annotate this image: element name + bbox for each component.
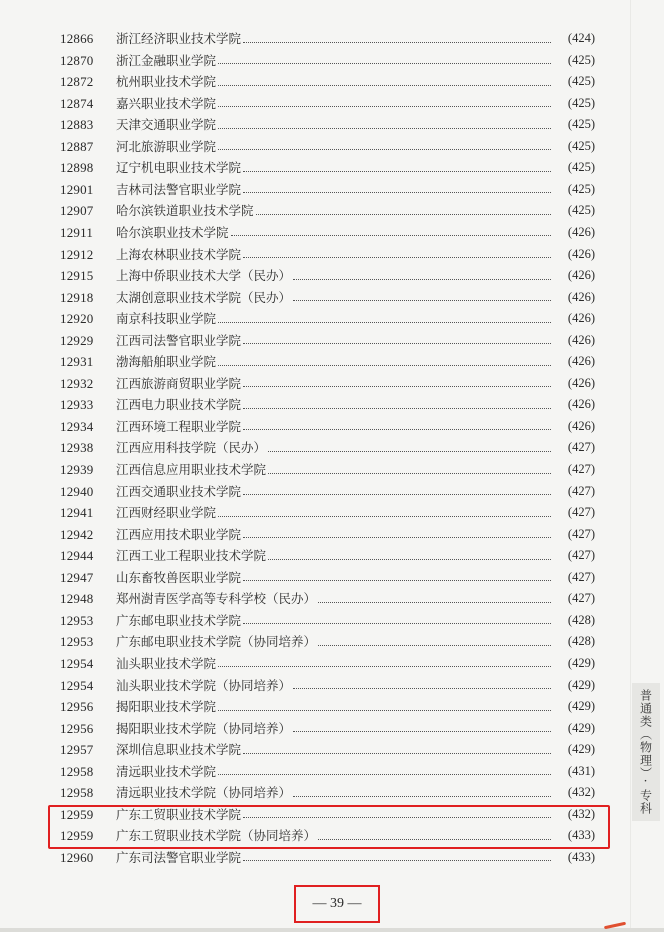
entry-line [116, 330, 595, 351]
school-code: 12942 [60, 526, 94, 542]
school-code: 12959 [60, 806, 94, 822]
school-name: 江西应用技术职业学院 [116, 526, 242, 542]
entry-line [116, 524, 595, 545]
school-code: 12866 [60, 31, 94, 46]
school-code: 12907 [60, 203, 94, 219]
min-score: (426) [567, 268, 595, 283]
school-name: 汕头职业技术学院（协同培养） [116, 677, 292, 693]
school-code: 12944 [60, 548, 94, 564]
school-name: 浙江经济职业技术学院 [116, 31, 242, 46]
school-name: 山东畜牧兽医职业学院 [116, 569, 242, 585]
list-item [0, 782, 664, 803]
entry-line [116, 28, 595, 49]
list-item [0, 373, 664, 394]
school-code: 12911 [60, 224, 94, 240]
school-name: 南京科技职业学院 [116, 311, 217, 327]
entry-line [116, 50, 595, 71]
min-score: (426) [567, 332, 595, 347]
entry-line [116, 351, 595, 372]
school-name: 江西信息应用职业技术学院 [116, 462, 267, 477]
school-name: 江西旅游商贸职业学院 [116, 375, 242, 391]
section-side-tab: 普通类（物理）·专科 [632, 683, 660, 821]
school-code: 12901 [60, 181, 94, 197]
list-item [0, 545, 664, 566]
school-name: 上海中侨职业技术大学（民办） [116, 268, 292, 284]
min-score: (427) [567, 462, 595, 476]
school-code: 12948 [60, 591, 94, 607]
dot-leader [218, 665, 551, 667]
min-score: (425) [567, 181, 595, 196]
list-item [0, 222, 664, 243]
list-item [0, 567, 664, 588]
min-score: (425) [567, 95, 595, 110]
min-score: (432) [567, 785, 595, 800]
list-item [0, 28, 664, 49]
school-code: 12953 [60, 634, 94, 650]
list-item [0, 524, 664, 545]
school-code: 12934 [60, 418, 94, 434]
min-score: (427) [567, 591, 595, 606]
school-code: 12957 [60, 742, 94, 758]
entry-line [116, 287, 595, 308]
min-score: (428) [567, 612, 595, 627]
school-code: 12920 [60, 311, 94, 327]
list-item [0, 287, 664, 308]
school-code: 12933 [60, 397, 94, 413]
entry-line [116, 782, 595, 803]
dot-leader [231, 234, 551, 236]
list-item [0, 610, 664, 631]
school-code: 12931 [60, 354, 94, 370]
min-score: (429) [567, 677, 595, 692]
list-item [0, 244, 664, 265]
entry-line [116, 71, 595, 92]
min-score: (427) [567, 505, 595, 520]
dot-leader [218, 709, 551, 711]
school-code: 12898 [60, 160, 94, 176]
dot-leader [218, 364, 551, 366]
school-code: 12883 [60, 117, 94, 133]
entry-line [116, 157, 595, 178]
school-code: 12870 [60, 52, 94, 68]
school-code: 12956 [60, 699, 94, 715]
school-code: 12958 [60, 785, 94, 801]
entry-line [116, 631, 595, 652]
list-item [0, 50, 664, 71]
min-score: (429) [567, 655, 595, 670]
school-name: 江西司法警官职业学院 [116, 332, 242, 348]
list-item [0, 308, 664, 329]
entry-line [116, 761, 595, 782]
min-score: (429) [567, 720, 595, 735]
dot-leader [243, 170, 551, 172]
dot-leader [268, 450, 551, 452]
dot-leader [243, 579, 551, 581]
school-code: 12960 [60, 849, 94, 865]
min-score: (426) [567, 397, 595, 412]
school-code: 12953 [60, 612, 94, 628]
list-item [0, 416, 664, 437]
school-name: 天津交通职业学院 [116, 117, 217, 133]
list-item [0, 200, 664, 221]
min-score: (433) [567, 828, 595, 843]
list-item [0, 330, 664, 351]
min-score: (427) [567, 483, 595, 498]
dot-leader [243, 342, 551, 344]
school-name: 哈尔滨职业技术学院 [116, 224, 229, 240]
school-code: 12918 [60, 289, 94, 305]
dot-leader [218, 321, 551, 323]
dot-leader [243, 256, 551, 258]
min-score: (425) [567, 160, 595, 175]
entry-line [116, 308, 595, 329]
min-score: (428) [567, 634, 595, 649]
school-code: 12958 [60, 763, 94, 779]
entry-line [116, 696, 595, 717]
school-code: 12929 [60, 332, 94, 348]
list-item [0, 394, 664, 415]
list-item [0, 718, 664, 739]
entry-line [116, 610, 595, 631]
dot-leader [243, 493, 551, 495]
school-code: 12956 [60, 720, 94, 736]
list-item [0, 136, 664, 157]
min-score: (429) [567, 699, 595, 714]
min-score: (426) [567, 246, 595, 261]
min-score: (431) [567, 763, 595, 778]
dot-leader [293, 278, 551, 280]
school-name: 辽宁机电职业技术学院 [116, 160, 242, 176]
page-bottom-edge [0, 928, 664, 932]
school-name: 清远职业技术学院（协同培养） [116, 785, 292, 801]
school-name: 哈尔滨铁道职业技术学院 [116, 203, 254, 219]
school-code: 12938 [60, 440, 94, 456]
school-name: 广东邮电职业技术学院（协同培养） [116, 634, 317, 650]
entry-line [116, 244, 595, 265]
dot-leader [218, 62, 551, 64]
entry-line [116, 675, 595, 696]
dot-leader [243, 622, 551, 624]
entry-line [116, 200, 595, 221]
list-item [0, 739, 664, 760]
entry-line [116, 394, 595, 415]
dot-leader [318, 644, 551, 646]
school-name: 渤海船舶职业学院 [116, 354, 217, 370]
entry-line [116, 114, 595, 135]
entry-line [116, 545, 595, 566]
min-score: (427) [567, 526, 595, 541]
school-code: 12912 [60, 246, 94, 262]
entry-line [116, 502, 595, 523]
school-name: 杭州职业技术学院 [116, 74, 217, 90]
entry-line [116, 481, 595, 502]
list-item [0, 71, 664, 92]
min-score: (433) [567, 849, 595, 864]
list-item [0, 459, 664, 480]
dot-leader [243, 385, 551, 387]
dot-leader [293, 687, 551, 689]
entry-line [116, 567, 595, 588]
entry-line [116, 136, 595, 157]
list-item [0, 631, 664, 652]
school-code: 12940 [60, 483, 94, 499]
min-score: (429) [567, 742, 595, 757]
school-code: 12939 [60, 462, 94, 477]
school-code: 12887 [60, 138, 94, 154]
school-name: 太湖创意职业技术学院（民办） [116, 289, 292, 305]
dot-leader [218, 105, 551, 107]
list-item [0, 675, 664, 696]
school-name: 嘉兴职业技术学院 [116, 95, 217, 111]
school-name: 浙江金融职业学院 [116, 52, 217, 68]
min-score: (427) [567, 440, 595, 455]
list-item [0, 761, 664, 782]
school-name: 河北旅游职业学院 [116, 138, 217, 154]
dot-leader [243, 859, 551, 861]
school-name: 上海农林职业技术学院 [116, 246, 242, 262]
dot-leader [218, 84, 551, 86]
list-item [0, 437, 664, 458]
entry-line [116, 265, 595, 286]
school-name: 江西电力职业技术学院 [116, 397, 242, 413]
school-code: 12954 [60, 677, 94, 693]
min-score: (426) [567, 289, 595, 304]
school-name: 江西应用科技学院（民办） [116, 440, 267, 456]
school-name: 广东工贸职业技术学院 [116, 806, 242, 822]
dot-leader [256, 213, 551, 215]
school-name: 深圳信息职业技术学院 [116, 742, 242, 758]
dot-leader [293, 730, 551, 732]
list-item [0, 93, 664, 114]
dot-leader [243, 407, 551, 409]
school-code: 12932 [60, 375, 94, 391]
entry-line [116, 739, 595, 760]
entry-line [116, 718, 595, 739]
school-code: 12959 [60, 828, 94, 844]
min-score: (425) [567, 52, 595, 67]
min-score: (426) [567, 311, 595, 326]
entry-line [116, 416, 595, 437]
dot-leader [243, 41, 551, 43]
school-name: 汕头职业技术学院 [116, 655, 217, 671]
school-code: 12941 [60, 505, 94, 521]
min-score: (425) [567, 117, 595, 132]
school-name: 郑州澍青医学高等专科学校（民办） [116, 591, 317, 607]
dot-leader [268, 558, 551, 560]
school-name: 江西工业工程职业技术学院 [116, 548, 267, 564]
entry-line [116, 437, 595, 458]
school-name: 揭阳职业技术学院（协同培养） [116, 720, 292, 736]
min-score: (427) [567, 569, 595, 584]
min-score: (427) [567, 548, 595, 563]
dot-leader [268, 472, 551, 474]
entry-line [116, 179, 595, 200]
dot-leader [243, 752, 551, 754]
entry-line [116, 653, 595, 674]
school-code: 12872 [60, 74, 94, 90]
dot-leader [318, 601, 551, 603]
school-code: 12915 [60, 268, 94, 284]
list-item [0, 179, 664, 200]
school-name: 江西财经职业学院 [116, 505, 217, 521]
dot-leader [243, 536, 551, 538]
min-score: (426) [567, 224, 595, 239]
school-name: 吉林司法警官职业学院 [116, 181, 242, 197]
dot-leader [293, 299, 551, 301]
school-name: 揭阳职业技术学院 [116, 699, 217, 715]
list-item [0, 265, 664, 286]
dot-leader [218, 148, 551, 150]
entry-line [116, 222, 595, 243]
dot-leader [218, 127, 551, 129]
school-code: 12947 [60, 569, 94, 585]
list-item [0, 157, 664, 178]
list-item [0, 351, 664, 372]
school-name: 江西环境工程职业学院 [116, 418, 242, 434]
school-name: 广东邮电职业技术学院 [116, 612, 242, 628]
min-score: (432) [567, 806, 595, 821]
entry-line [116, 459, 595, 480]
list-item [0, 847, 664, 868]
entry-line [116, 847, 595, 868]
dot-leader [218, 515, 551, 517]
list-item [0, 653, 664, 674]
list-item [0, 588, 664, 609]
school-code: 12954 [60, 655, 94, 671]
min-score: (424) [567, 31, 595, 45]
min-score: (426) [567, 418, 595, 433]
school-name: 广东工贸职业技术学院（协同培养） [116, 828, 317, 844]
min-score: (425) [567, 74, 595, 89]
school-name: 广东司法警官职业学院 [116, 849, 242, 865]
min-score: (426) [567, 354, 595, 369]
list-item [0, 481, 664, 502]
list-item [0, 114, 664, 135]
min-score: (426) [567, 375, 595, 390]
min-score: (425) [567, 138, 595, 153]
school-name: 江西交通职业技术学院 [116, 483, 242, 499]
list-item [0, 502, 664, 523]
school-code: 12874 [60, 95, 94, 111]
page-number: — 39 — [312, 896, 362, 911]
list-item [0, 696, 664, 717]
entry-line [116, 93, 595, 114]
dot-leader [218, 773, 551, 775]
min-score: (425) [567, 203, 595, 218]
dot-leader [293, 795, 551, 797]
entry-line [116, 373, 595, 394]
dot-leader [243, 191, 551, 193]
school-name: 清远职业技术学院 [116, 763, 217, 779]
entry-line [116, 588, 595, 609]
dot-leader [243, 428, 551, 430]
highlight-box-12959 [48, 805, 610, 849]
